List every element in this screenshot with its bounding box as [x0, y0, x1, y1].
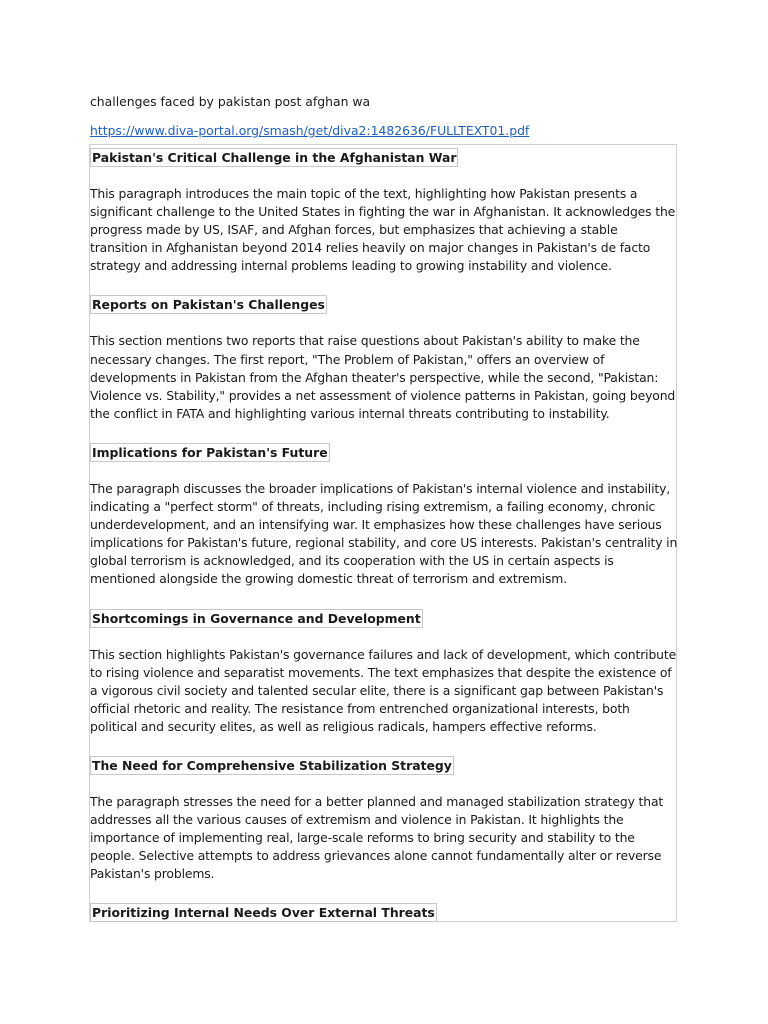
section-heading: The Need for Comprehensive Stabilization Strategy	[92, 757, 452, 773]
summary-content-box	[89, 144, 677, 922]
section-paragraph: This section mentions two reports that raise questions about Pakistan's ability to make the necessary changes. The first report, "The Problem of Pakistan," offers an overview of developments in Pakistan from the Afghan theater's perspective, while the second, "Pakistan: Violence vs. Stability," provides a net assessment of violence patterns in Pakistan, going beyond the conflict in FATA and highlighting various internal threats contributing to instability.	[90, 333, 676, 421]
section-6-heading-row	[90, 902, 676, 921]
section-heading: Prioritizing Internal Needs Over External Threats	[92, 905, 435, 921]
section-paragraph: The paragraph discusses the broader implications of Pakistan's internal violence and instability, indicating a "perfect storm" of threats, including rising extremism, a failing economy, chronic underdevelopment, and an intensifying war. It emphasizes how these challenges have serious implications for Pakistan's future, regional stability, and core US interests. Pakistan's centrality in global terrorism is acknowledged, and its cooperation with the US in certain aspects is mentioned alongside the growing domestic threat of terrorism and extremism.	[90, 480, 678, 587]
section-5-heading-row	[90, 755, 676, 774]
section-heading: Reports on Pakistan's Challenges	[92, 297, 325, 313]
section-heading: Implications for Pakistan's Future	[92, 444, 328, 460]
document-page	[90, 93, 680, 922]
document-title-line: challenges faced by pakistan post afghan wa	[90, 94, 371, 109]
section-paragraph: The paragraph stresses the need for a better planned and managed stabilization strategy that addresses all the various causes of extremism and violence in Pakistan. It highlights the importance of implementing real, large-scale reforms to bring security and stability to the people. Selective attempts to address grievances alone cannot fundamentally alter or reverse Pakistan's problems.	[90, 793, 664, 882]
section-paragraph: This paragraph introduces the main topic of the text, highlighting how Pakistan presents a significant challenge to the United States in fighting the war in Afghanistan. It acknowledges the progress made by US, ISAF, and Afghan forces, but emphasizes that achieving a stable transition in Afghanistan beyond 2014 relies heavily on major changes in Pakistan's de facto strategy and addressing internal problems leading to growing instability and violence.	[90, 186, 676, 274]
section-4-heading-row	[90, 608, 676, 627]
section-3-heading-row	[90, 442, 676, 461]
section-heading: Pakistan's Critical Challenge in the Afghanistan War	[92, 150, 457, 165]
source-link[interactable]: https://www.diva-portal.org/smash/get/diva2:1482636/FULLTEXT01.pdf	[90, 123, 530, 138]
section-1-heading-row	[90, 147, 676, 166]
source-link-line	[90, 122, 680, 140]
section-2-heading-row	[90, 294, 676, 313]
section-heading: Shortcomings in Governance and Development	[92, 610, 421, 626]
section-paragraph: This section highlights Pakistan's governance failures and lack of development, which contribute to rising violence and separatist movements. The text emphasizes that despite the existence of a vigorous civil society and talented secular elite, there is a significant gap between Pakistan's official rhetoric and reality. The resistance from entrenched organizational interests, both political and security elites, as well as religious radicals, hampers effective reforms.	[90, 646, 677, 734]
